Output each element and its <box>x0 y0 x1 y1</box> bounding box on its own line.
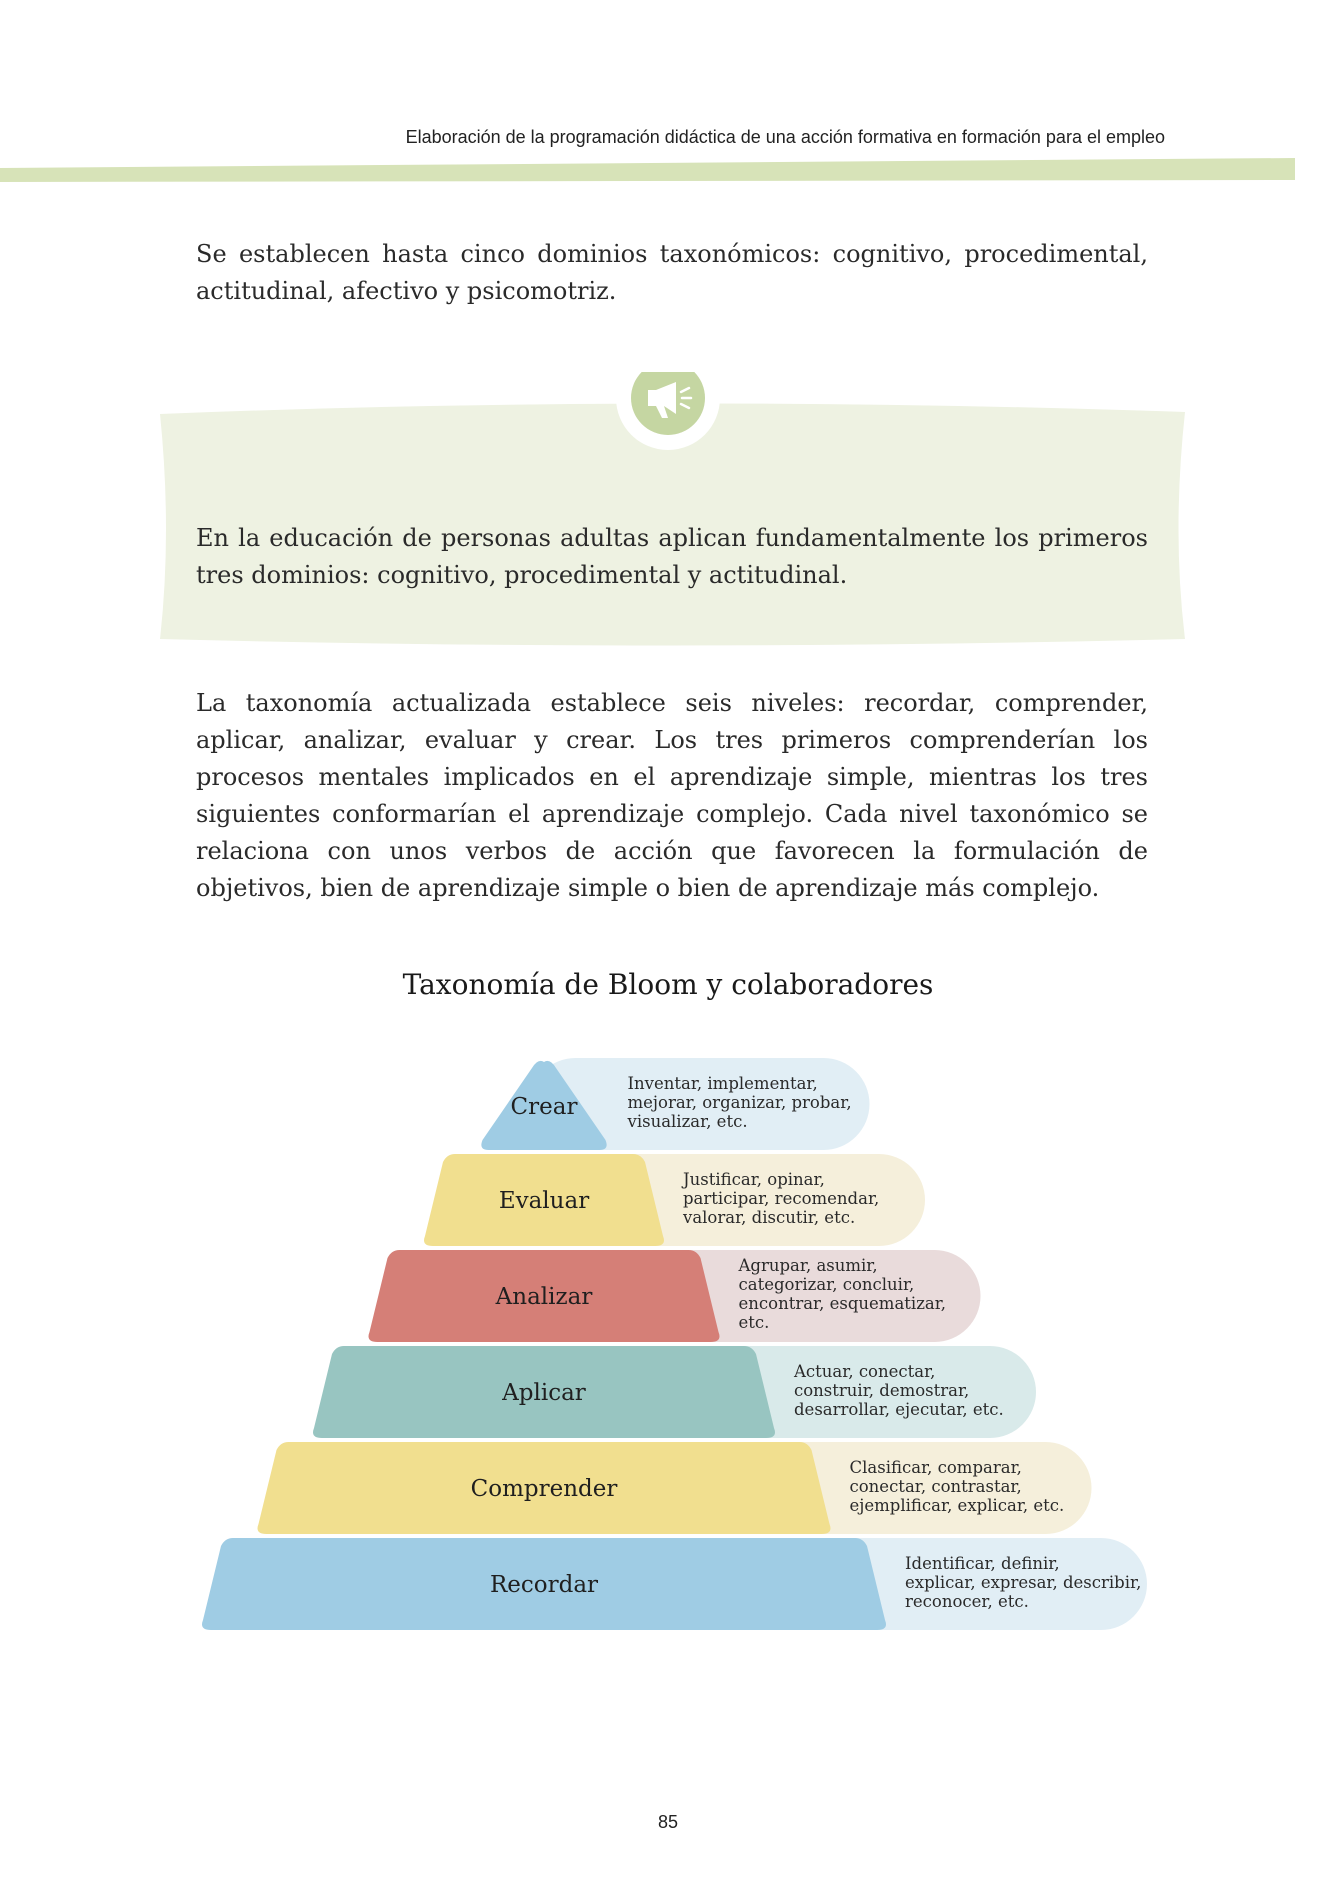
header-band <box>0 156 1295 184</box>
pyramid-verbs: Actuar, conectar, construir, demostrar, desarrollar, ejecutar, etc. <box>794 1361 1004 1419</box>
pyramid-level-label: Crear <box>510 1094 578 1120</box>
pyramid-verbs: Justificar, opinar, participar, recomendar, valorar, discutir, etc. <box>683 1169 880 1227</box>
callout-text: En la educación de personas adultas aplican fundamentalmente los primeros tres dominios: cognitivo, procedimental y actitudinal. <box>196 524 1148 589</box>
pyramid-level-label: Aplicar <box>502 1380 586 1406</box>
intro-paragraph: Se establecen hasta cinco dominios taxonómicos: cognitivo, procedimental, actitudinal, afectivo y psicomotriz. <box>196 240 1148 305</box>
pyramid-level-label: Recordar <box>489 1572 599 1598</box>
pyramid-level-label: Evaluar <box>498 1188 590 1214</box>
page-number: 85 <box>657 1812 679 1832</box>
pyramid-verbs: Identificar, definir, explicar, expresar, describir, reconocer, etc. <box>905 1553 1142 1611</box>
callout-box <box>0 372 1336 652</box>
pyramid-verbs: Agrupar, asumir, categorizar, concluir, encontrar, esquematizar, etc. <box>738 1256 947 1332</box>
pyramid-title: Taxonomía de Bloom y colaboradores <box>402 968 934 1001</box>
running-header: Elaboración de la programación didáctica de una acción formativa en formación para el empleo <box>405 127 1165 147</box>
pyramid-verbs: Inventar, implementar, mejorar, organizar, probar, visualizar, etc. <box>627 1073 852 1131</box>
levels-paragraph: La taxonomía actualizada establece seis niveles: recordar, comprender, aplicar, analizar, evaluar y crear. Los tres primeros comprenderían los procesos mentales implicados en el aprendizaje simple, mientras los tres siguientes conformarían el aprendizaje complejo. Cada nivel taxonómico se relaciona con unos verbos de acción que favorecen la formulación de objetivos, bien de aprendizaje simple o bien de aprendizaje más complejo. <box>196 689 1148 902</box>
pyramid-verbs: Clasificar, comparar, conectar, contrastar, ejemplificar, explicar, etc. <box>849 1457 1065 1515</box>
pyramid-level-label: Comprender <box>470 1476 618 1502</box>
pyramid-level-label: Analizar <box>495 1284 593 1310</box>
